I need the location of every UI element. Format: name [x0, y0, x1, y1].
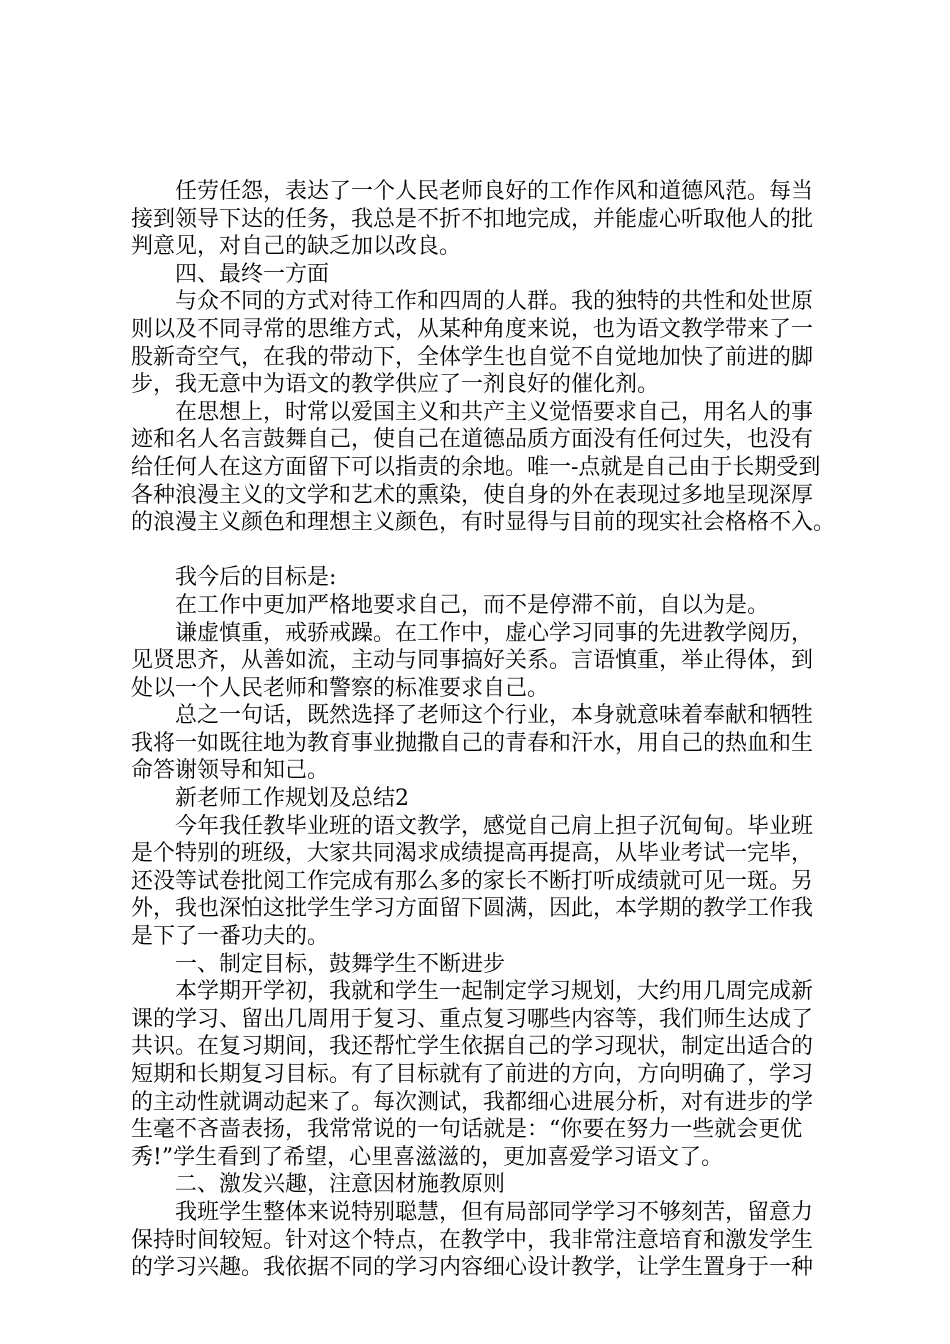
paragraph-line: 我将一如既往地为教育事业抛撒自己的青春和汗水，用自己的热血和生 [131, 730, 814, 756]
document-page [131, 178, 836, 1282]
paragraph-line: 的浪漫主义颜色和理想主义颜色，有时显得与目前的现实社会格格不入。 [131, 510, 836, 536]
paragraph-line: 总之一句话，既然选择了老师这个行业，本身就意味着奉献和牺牲 [175, 703, 814, 729]
paragraph-line: 判意见，对自己的缺乏加以改良。 [131, 234, 462, 260]
section-heading: 一、制定目标，鼓舞学生不断进步 [175, 951, 506, 977]
paragraph-line: 今年我任教毕业班的语文教学，感觉自己肩上担子沉甸甸。毕业班 [175, 813, 814, 839]
paragraph-line: 共识。在复习期间，我还帮忙学生依据自己的学习现状，制定出适合的 [131, 1034, 814, 1060]
paragraph-line: 见贤思齐，从善如流，主动与同事搞好关系。言语慎重，举止得体，到 [131, 648, 814, 674]
paragraph-line: 处以一个人民老师和警察的标准要求自己。 [131, 675, 550, 701]
paragraph-line: 秀!”学生看到了希望，心里喜滋滋的，更加喜爱学习语文了。 [131, 1144, 724, 1170]
paragraph-line: 是下了一番功夫的。 [131, 924, 330, 950]
paragraph-line: 保持时间较短。针对这个特点，在教学中，我非常注意培育和激发学生 [131, 1227, 814, 1253]
paragraph-line: 课的学习、留出几周用于复习、重点复习哪些内容等，我们师生达成了 [131, 1006, 814, 1032]
section-heading: 四、最终一方面 [175, 261, 330, 287]
section-heading: 新老师工作规划及总结2 [175, 786, 409, 812]
paragraph-line: 本学期开学初，我就和学生一起制定学习规划，大约用几周完成新 [175, 979, 814, 1005]
paragraph-line: 各种浪漫主义的文学和艺术的熏染，使自身的外在表现过多地呈现深厚 [131, 482, 814, 508]
section-heading: 二、激发兴趣，注意因材施教原则 [175, 1172, 506, 1198]
paragraph-line: 谦虚慎重，戒骄戒躁。在工作中，虚心学习同事的先进教学阅历， [175, 620, 814, 646]
paragraph-line: 任劳任怨，表达了一个人民老师良好的工作作风和道德风范。每当 [175, 179, 814, 204]
paragraph-line: 在思想上，时常以爱国主义和共产主义觉悟要求自己，用名人的事 [175, 399, 814, 425]
paragraph-line: 短期和长期复习目标。有了目标就有了前进的方向，方向明确了，学习 [131, 1062, 814, 1087]
paragraph-line: 的主动性就调动起来了。每次测试，我都细心进展分析，对有进步的学 [131, 1089, 814, 1115]
paragraph-line: 外，我也深怕这批学生学习方面留下圆满，因此，本学期的教学工作我 [131, 896, 814, 922]
paragraph-line: 还没等试卷批阅工作完成有那么多的家长不断打听成绩就可见一斑。另 [131, 868, 814, 894]
paragraph-line: 生毫不吝啬表扬，我常常说的一句话就是：“你要在努力一些就会更优 [131, 1117, 803, 1143]
paragraph-line: 命答谢领导和知己。 [131, 758, 330, 784]
paragraph-line: 与众不同的方式对待工作和四周的人群。我的独特的共性和处世原 [175, 289, 814, 315]
paragraph-line: 是个特别的班级，大家共同渴求成绩提高再提高，从毕业考试一完毕， [131, 841, 814, 867]
paragraph-line: 我今后的目标是: [175, 565, 337, 591]
paragraph-line: 在工作中更加严格地要求自己，而不是停滞不前，自以为是。 [175, 592, 770, 618]
paragraph-line: 步，我无意中为语文的教学供应了一剂良好的催化剂。 [131, 372, 660, 398]
paragraph-line: 给任何人在这方面留下可以指责的余地。唯一-点就是自己由于长期受到 [131, 454, 821, 480]
paragraph-line: 股新奇空气，在我的带动下，全体学生也自觉不自觉地加快了前进的脚 [131, 344, 814, 370]
paragraph-line: 迹和名人名言鼓舞自己，使自己在道德品质方面没有任何过失，也没有 [131, 427, 814, 453]
paragraph-line: 接到领导下达的任务，我总是不折不扣地完成，并能虚心听取他人的批 [131, 206, 814, 232]
blank-line [131, 537, 831, 565]
paragraph-line: 我班学生整体来说特别聪慧，但有局部同学学习不够刻苦，留意力 [175, 1199, 814, 1225]
paragraph-line: 的学习兴趣。我依据不同的学习内容细心设计教学，让学生置身于一种 [131, 1255, 814, 1281]
paragraph-line: 则以及不同寻常的思维方式，从某种角度来说，也为语文教学带来了一 [131, 316, 814, 342]
